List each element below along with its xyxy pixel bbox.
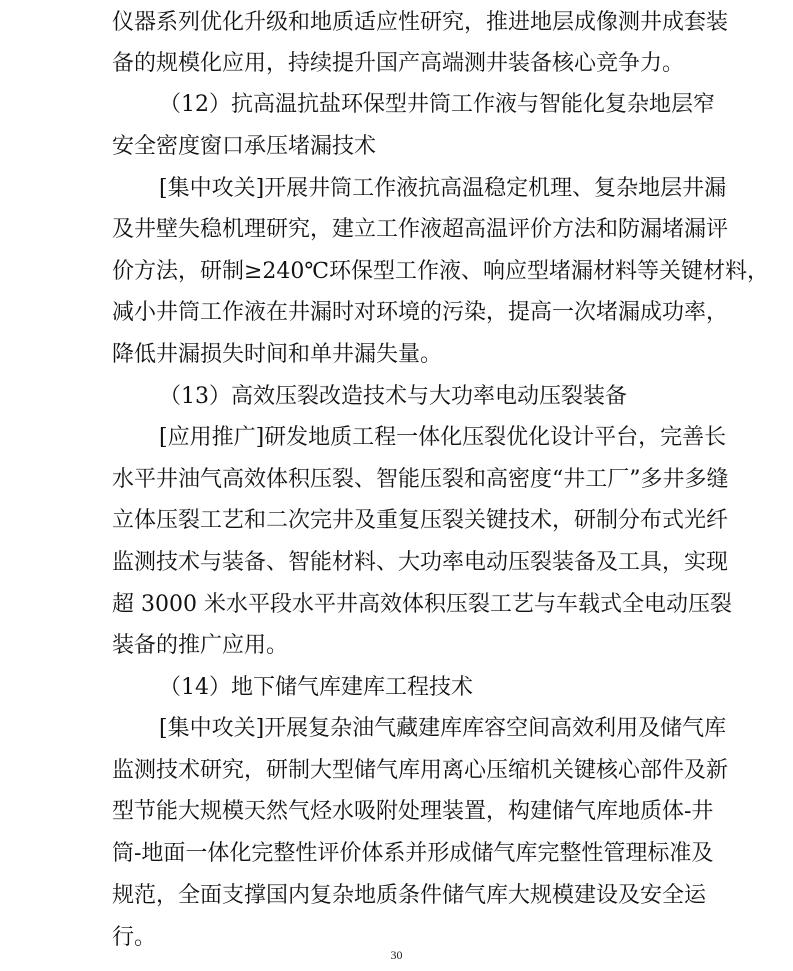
body-text-line: 筒-地面一体化完整性评价体系并形成储气库完整性管理标准及 xyxy=(112,841,714,866)
body-text-line: 水平井油气高效体积压裂、智能压裂和高密度“井工厂”多井多缝 xyxy=(112,467,729,492)
body-text-line: 监测技术研究，研制大型储气库用离心压缩机关键核心部件及新 xyxy=(112,758,729,783)
body-text-line: 减小井筒工作液在井漏时对环境的污染，提高一次堵漏成功率， xyxy=(112,300,729,325)
body-text-line: 降低井漏损失时间和单井漏失量。 xyxy=(112,342,443,367)
body-text-line: 行。 xyxy=(112,925,157,950)
section-heading-12: （12）抗高温抗盐环保型井筒工作液与智能化复杂地层窄 xyxy=(159,92,715,117)
section-heading-12-continued: 安全密度窗口承压堵漏技术 xyxy=(112,134,377,159)
paragraph-12-start: [集中攻关]开展井筒工作液抗高温稳定机理、复杂地层井漏 xyxy=(159,176,727,201)
paragraph-13-start: [应用推广]研发地质工程一体化压裂优化设计平台，完善长 xyxy=(159,425,727,450)
section-heading-13: （13）高效压裂改造技术与大功率电动压裂装备 xyxy=(159,384,627,409)
body-text-line: 超 3000 米水平段水平井高效体积压裂工艺与车载式全电动压裂 xyxy=(112,592,732,617)
body-text-line: 监测技术与装备、智能材料、大功率电动压裂装备及工具，实现 xyxy=(112,550,729,575)
body-text-line: 规范，全面支撑国内复杂地质条件储气库大规模建设及安全运 xyxy=(112,883,707,908)
body-text-line: 备的规模化应用，持续提升国产高端测井装备核心竞争力。 xyxy=(112,51,685,76)
section-heading-14: （14）地下储气库建库工程技术 xyxy=(159,675,473,700)
body-text-line: 及井壁失稳机理研究，建立工作液超高温评价方法和防漏堵漏评 xyxy=(112,217,729,242)
paragraph-14-start: [集中攻关]开展复杂油气藏建库库容空间高效利用及储气库 xyxy=(159,716,727,741)
body-text-line: 装备的推广应用。 xyxy=(112,633,289,658)
body-text-line: 立体压裂工艺和二次完井及重复压裂关键技术，研制分布式光纤 xyxy=(112,508,729,533)
body-text-line: 型节能大规模天然气烃水吸附处理装置，构建储气库地质体-井 xyxy=(112,799,714,824)
body-text-line: 仪器系列优化升级和地质适应性研究，推进地层成像测井成套装 xyxy=(112,10,729,35)
page-number: 30 xyxy=(390,948,403,962)
body-text-line: 价方法，研制≥240℃环保型工作液、响应型堵漏材料等关键材料， xyxy=(112,259,770,284)
